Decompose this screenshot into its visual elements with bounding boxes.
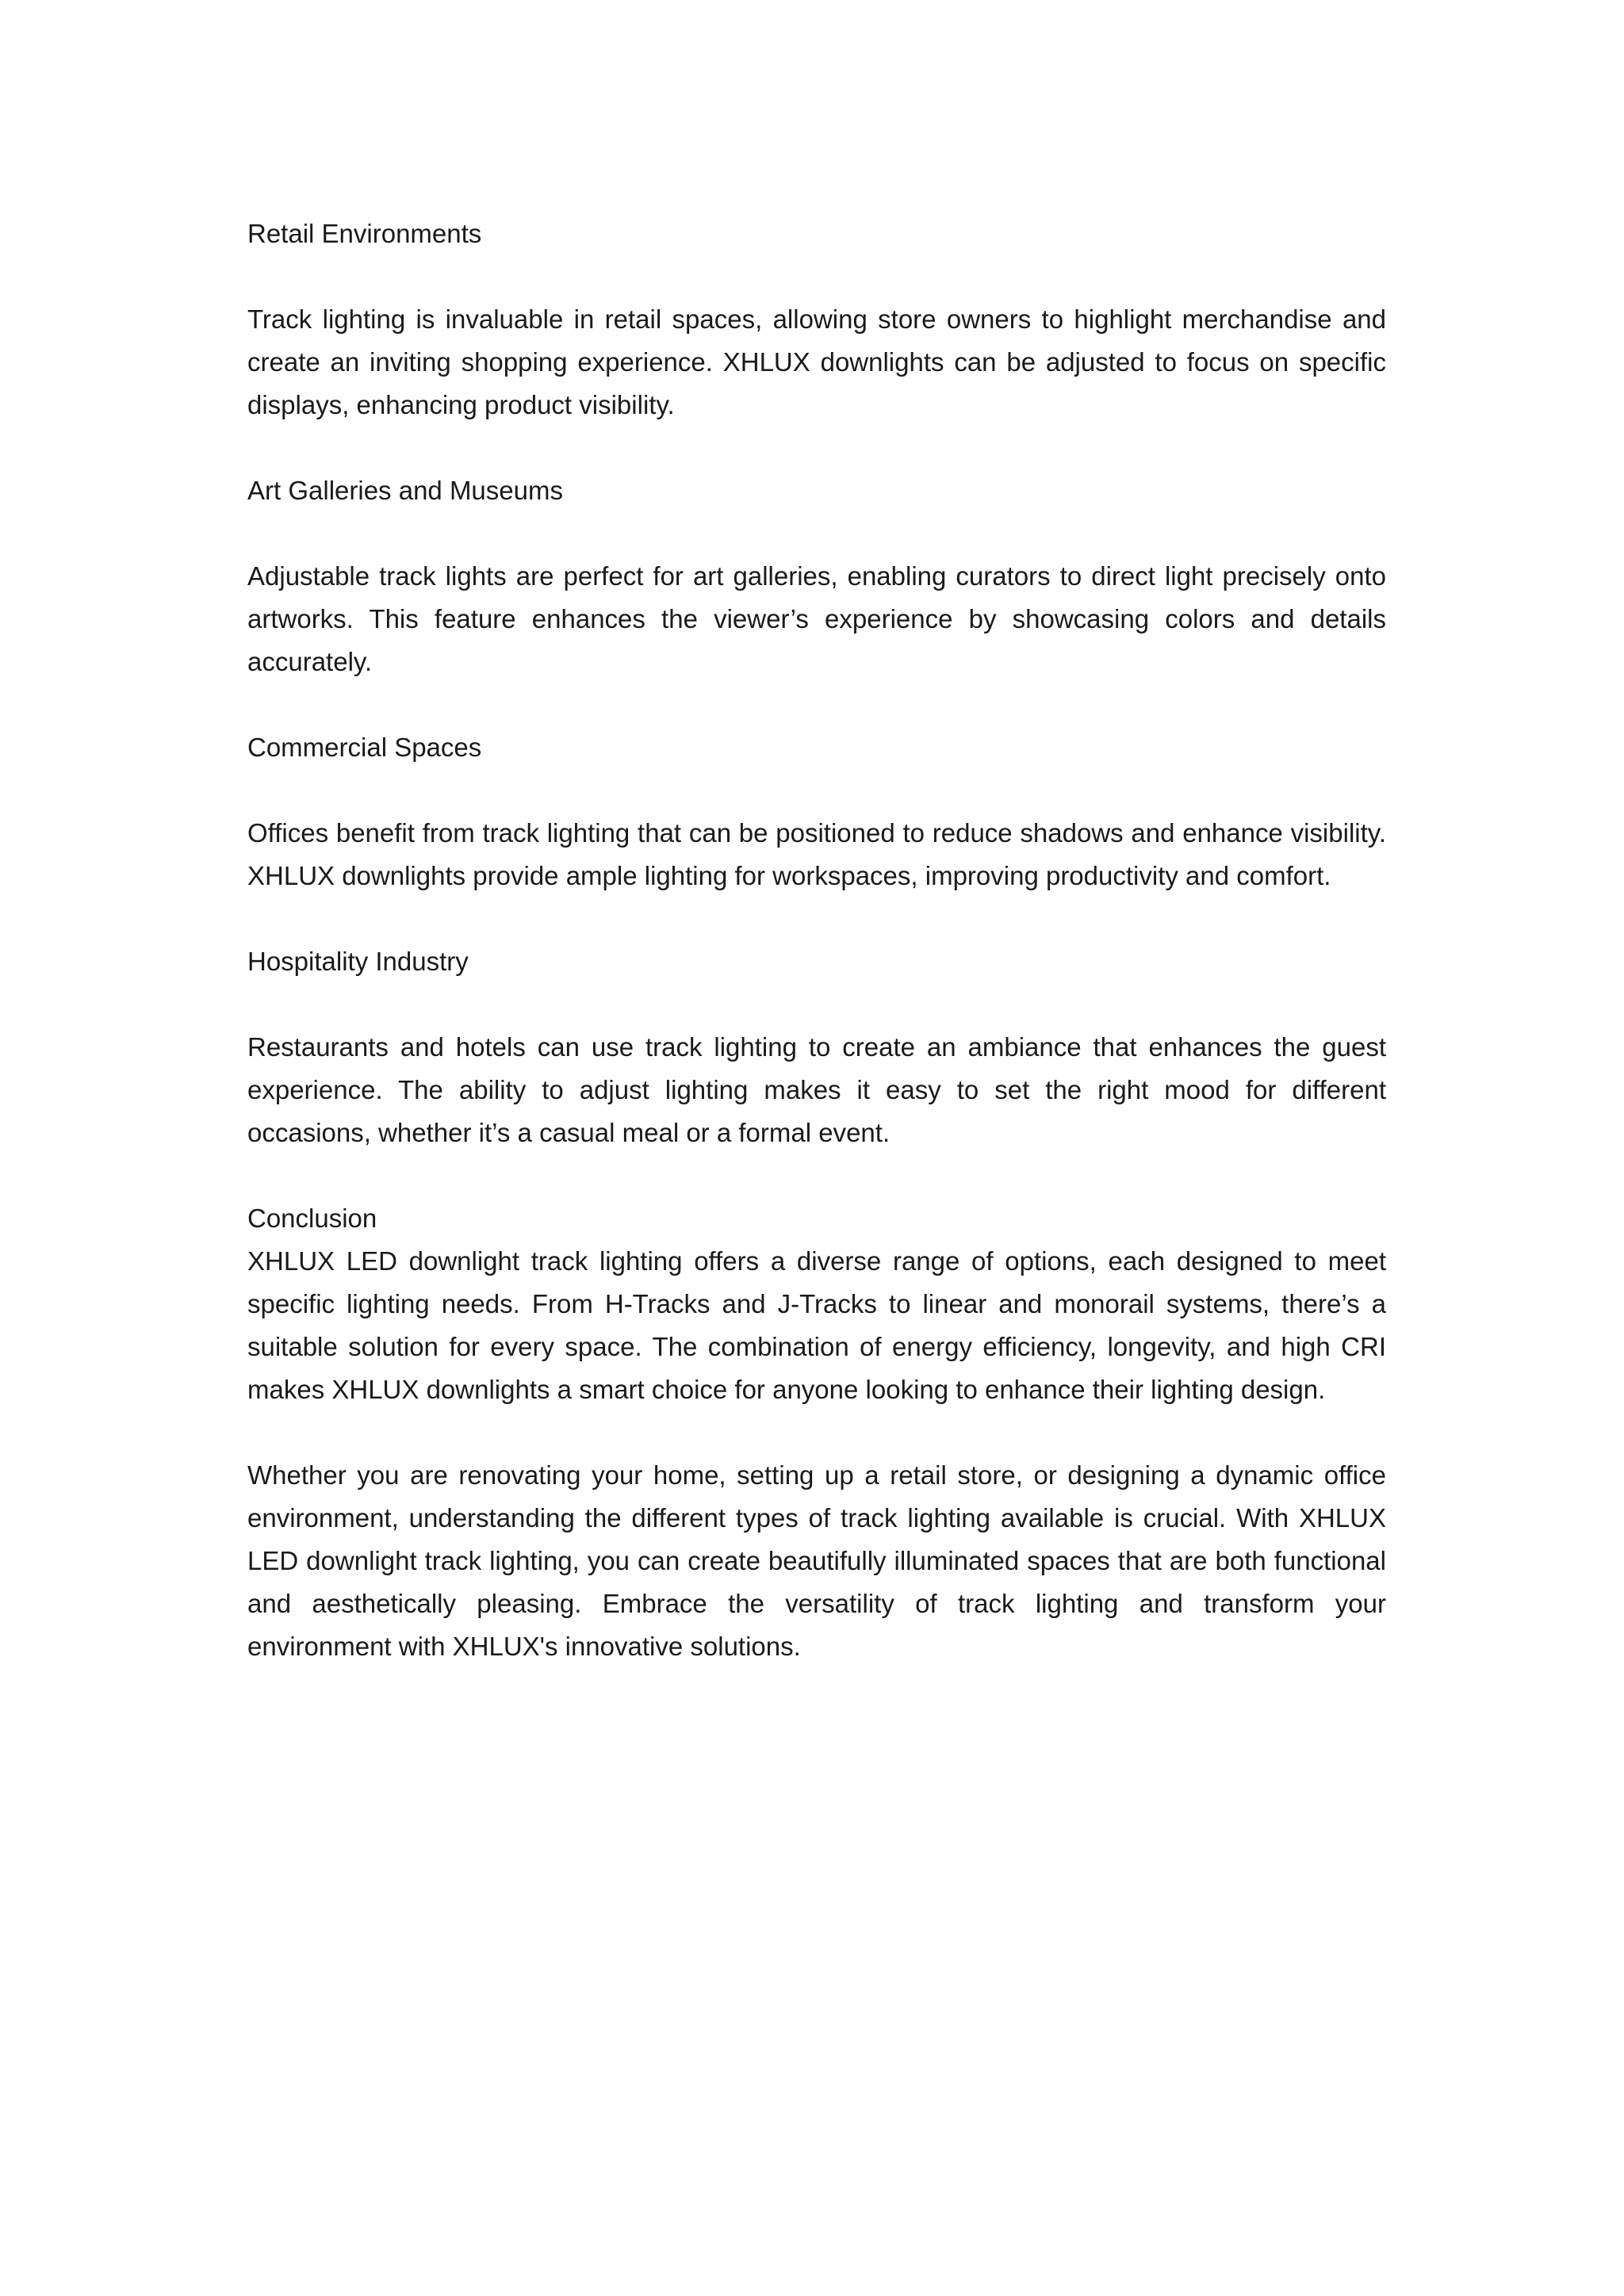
section-heading-art-galleries: Art Galleries and Museums [247, 476, 563, 505]
document-body [247, 212, 1386, 1711]
section-paragraph-conclusion-2: Whether you are renovating your home, setting up a retail store, or designing a dynamic office environment, understanding the different types of track lighting available is crucial. With XHLUX LED downlight track lighting, you can create beautifully illuminated spaces that are both functional and aesthetically pleasing. Embrace the versatility of track lighting and transform your environment with XHLUX's innovative solutions. [247, 1460, 1386, 1661]
section-paragraph-art-galleries: Adjustable track lights are perfect for art galleries, enabling curators to direct light precisely onto artworks. This feature enhances the viewer’s experience by showcasing colors and details accurately. [247, 561, 1386, 676]
section-heading-conclusion: Conclusion [247, 1203, 377, 1233]
section-heading-retail: Retail Environments [247, 219, 482, 248]
section-paragraph-conclusion-1: XHLUX LED downlight track lighting offers a diverse range of options, each designed to meet specific lighting needs. From H-Tracks and J-Tracks to linear and monorail systems, there’s a suitable solution for every space. The combination of energy efficiency, longevity, and high CRI makes XHLUX downlights a smart choice for anyone looking to enhance their lighting design. [247, 1246, 1386, 1404]
section-paragraph-retail: Track lighting is invaluable in retail spaces, allowing store owners to highlight merchandise and create an inviting shopping experience. XHLUX downlights can be adjusted to focus on specific displays, enhancing product visibility. [247, 304, 1386, 419]
section-paragraph-hospitality: Restaurants and hotels can use track lighting to create an ambiance that enhances the guest experience. The ability to adjust lighting makes it easy to set the right mood for different occasions, whether it’s a casual meal or a formal event. [247, 1032, 1386, 1147]
section-paragraph-commercial: Offices benefit from track lighting that can be positioned to reduce shadows and enhance visibility. XHLUX downlights provide ample lighting for workspaces, improving productivity and comfort. [247, 818, 1386, 890]
section-heading-commercial: Commercial Spaces [247, 733, 482, 762]
section-heading-hospitality: Hospitality Industry [247, 947, 469, 976]
